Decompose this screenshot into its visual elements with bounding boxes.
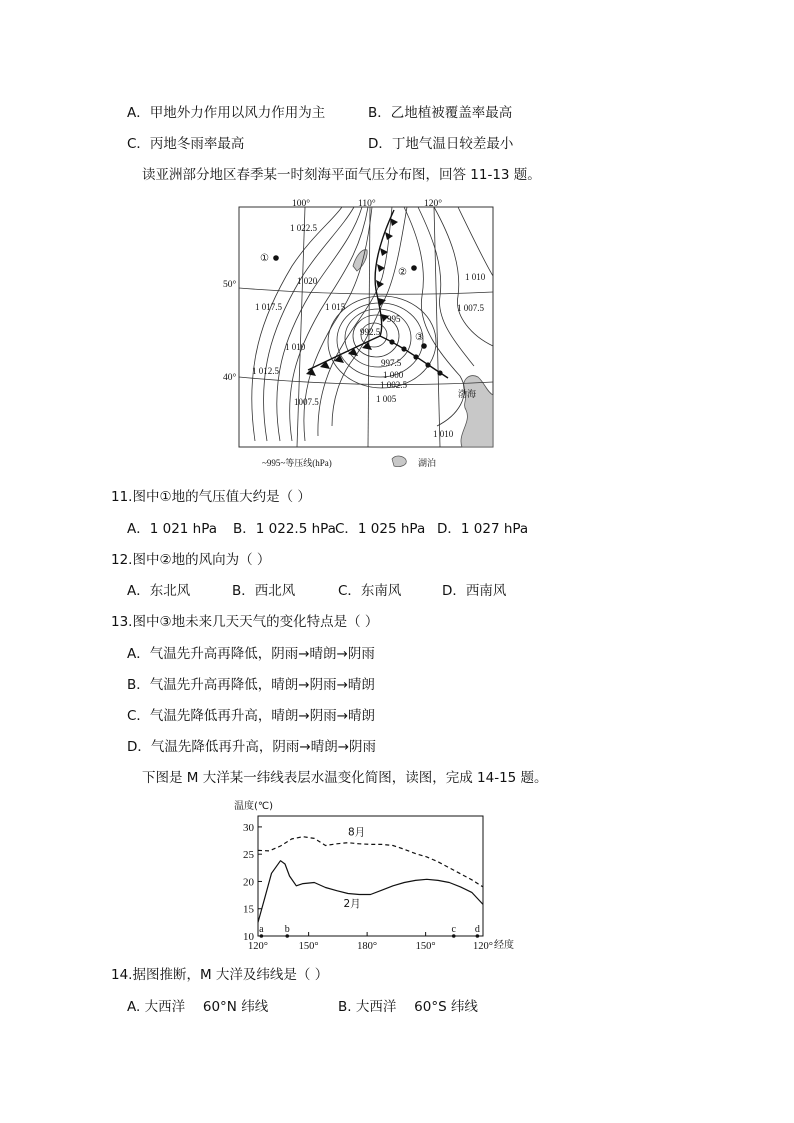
isobar-label: 1 005 [376, 394, 397, 404]
q11-option-c: C．1 025 hPa [335, 521, 426, 537]
q11-option-a: A．1 021 hPa [127, 521, 218, 537]
x-tick-label: 120° [473, 941, 493, 952]
isobar-label: 1 020 [297, 276, 318, 286]
q12-option-b: B．西北风 [232, 583, 296, 599]
lon-label-100: 100° [292, 199, 311, 209]
pressure-distribution-map [222, 196, 500, 472]
q13-option-a: A．气温先升高再降低，阴雨→晴朗→阴雨 [127, 646, 375, 662]
lon-label-120: 120° [424, 199, 443, 209]
legend-isobar: ~995~等压线(hPa) [262, 458, 332, 468]
q13-option-d: D．气温先降低再升高，阴雨→晴朗→阴雨 [127, 739, 377, 755]
q10-option-b: B．乙地植被覆盖率最高 [368, 105, 513, 121]
q11-option-b: B．1 022.5 hPa [233, 521, 336, 537]
isobar-label: 1 010 [285, 342, 306, 352]
point-2-label: ② [398, 267, 407, 278]
chart-x-axis-label: 经度 [494, 940, 514, 951]
legend-lake: 湖泊 [418, 458, 437, 468]
x-tick-label: 180° [357, 941, 378, 952]
point-3-dot [421, 343, 427, 349]
isobar-label: 1 015 [325, 302, 346, 312]
isobar-label: 1 010 [465, 272, 486, 282]
chart-y-axis-label: 温度(℃) [234, 801, 274, 812]
x-tick-label: 150° [298, 941, 319, 952]
q13-stem: 13.图中③地未来几天天气的变化特点是（ ） [111, 614, 379, 630]
sea-surface-temperature-chart [228, 796, 528, 956]
point-label-a: a [259, 924, 264, 935]
series-label-august: 8月 [348, 826, 366, 839]
q14-stem: 14.据图推断，M 大洋及纬线是（ ） [111, 967, 329, 983]
q10-option-d: D．丁地气温日较差最小 [368, 136, 514, 152]
q14-option-a: A. 大西洋 60°N 纬线 [127, 999, 269, 1015]
q11-stem: 11.图中①地的气压值大约是（ ） [111, 489, 311, 505]
isobar-label: 997.5 [381, 358, 402, 368]
x-tick-label: 120° [248, 941, 268, 952]
x-tick-label: 150° [415, 941, 436, 952]
point-3-label: ③ [415, 332, 424, 343]
point-2-dot [411, 265, 417, 271]
y-tick-label: 25 [243, 849, 254, 862]
series-line-february [258, 861, 483, 923]
lat-label-50: 50° [223, 280, 237, 290]
y-tick-label: 30 [243, 821, 254, 834]
q12-option-d: D．西南风 [442, 583, 507, 599]
isobar-label: 1007.5 [294, 397, 319, 407]
y-tick-label: 10 [243, 931, 254, 943]
isobar-label: 1 012.5 [252, 366, 279, 376]
q11-option-d: D．1 027 hPa [437, 521, 529, 537]
point-1-label: ① [260, 253, 269, 264]
lon-label-110: 110° [358, 199, 376, 209]
chart-plot-frame [258, 816, 483, 936]
series-label-february: 2月 [343, 898, 361, 911]
legend-lake-icon [392, 456, 406, 467]
intro-11-13: 读亚洲部分地区春季某一时刻海平面气压分布图，回答 11-13 题。 [142, 167, 541, 183]
isobar-label: 1 007.5 [457, 303, 484, 313]
q12-stem: 12.图中②地的风向为（ ） [111, 552, 271, 568]
y-tick-label: 20 [243, 876, 254, 889]
point-label-c: c [451, 924, 456, 935]
isobar-label: 1 010 [433, 429, 454, 439]
isobar-label: 1 017.5 [255, 302, 282, 312]
isobar-label: 992.5 [360, 327, 381, 337]
point-label-b: b [284, 924, 290, 935]
q10-option-a: A．甲地外力作用以风力作用为主 [127, 105, 326, 121]
isobar-label: 995 [387, 314, 401, 324]
q14-option-b: B. 大西洋 60°S 纬线 [338, 999, 478, 1015]
sea-label: 渤海 [458, 389, 477, 399]
isobar-label: 1 022.5 [290, 223, 317, 233]
q13-option-b: B．气温先升高再降低，晴朗→阴雨→晴朗 [127, 677, 375, 693]
q12-option-a: A．东北风 [127, 583, 191, 599]
point-label-d: d [474, 924, 480, 935]
q12-option-c: C．东南风 [338, 583, 402, 599]
intro-14-15: 下图是 M 大洋某一纬线表层水温变化简图，读图，完成 14-15 题。 [142, 770, 548, 786]
y-tick-label: 15 [243, 903, 254, 916]
point-1-dot [273, 255, 279, 261]
isobar-label: 1 000 [383, 370, 404, 380]
isobar-label: 1 002.5 [380, 380, 407, 390]
lat-label-40: 40° [223, 373, 237, 383]
q10-option-c: C．丙地冬雨率最高 [127, 136, 245, 152]
q13-option-c: C．气温先降低再升高，晴朗→阴雨→晴朗 [127, 708, 376, 724]
